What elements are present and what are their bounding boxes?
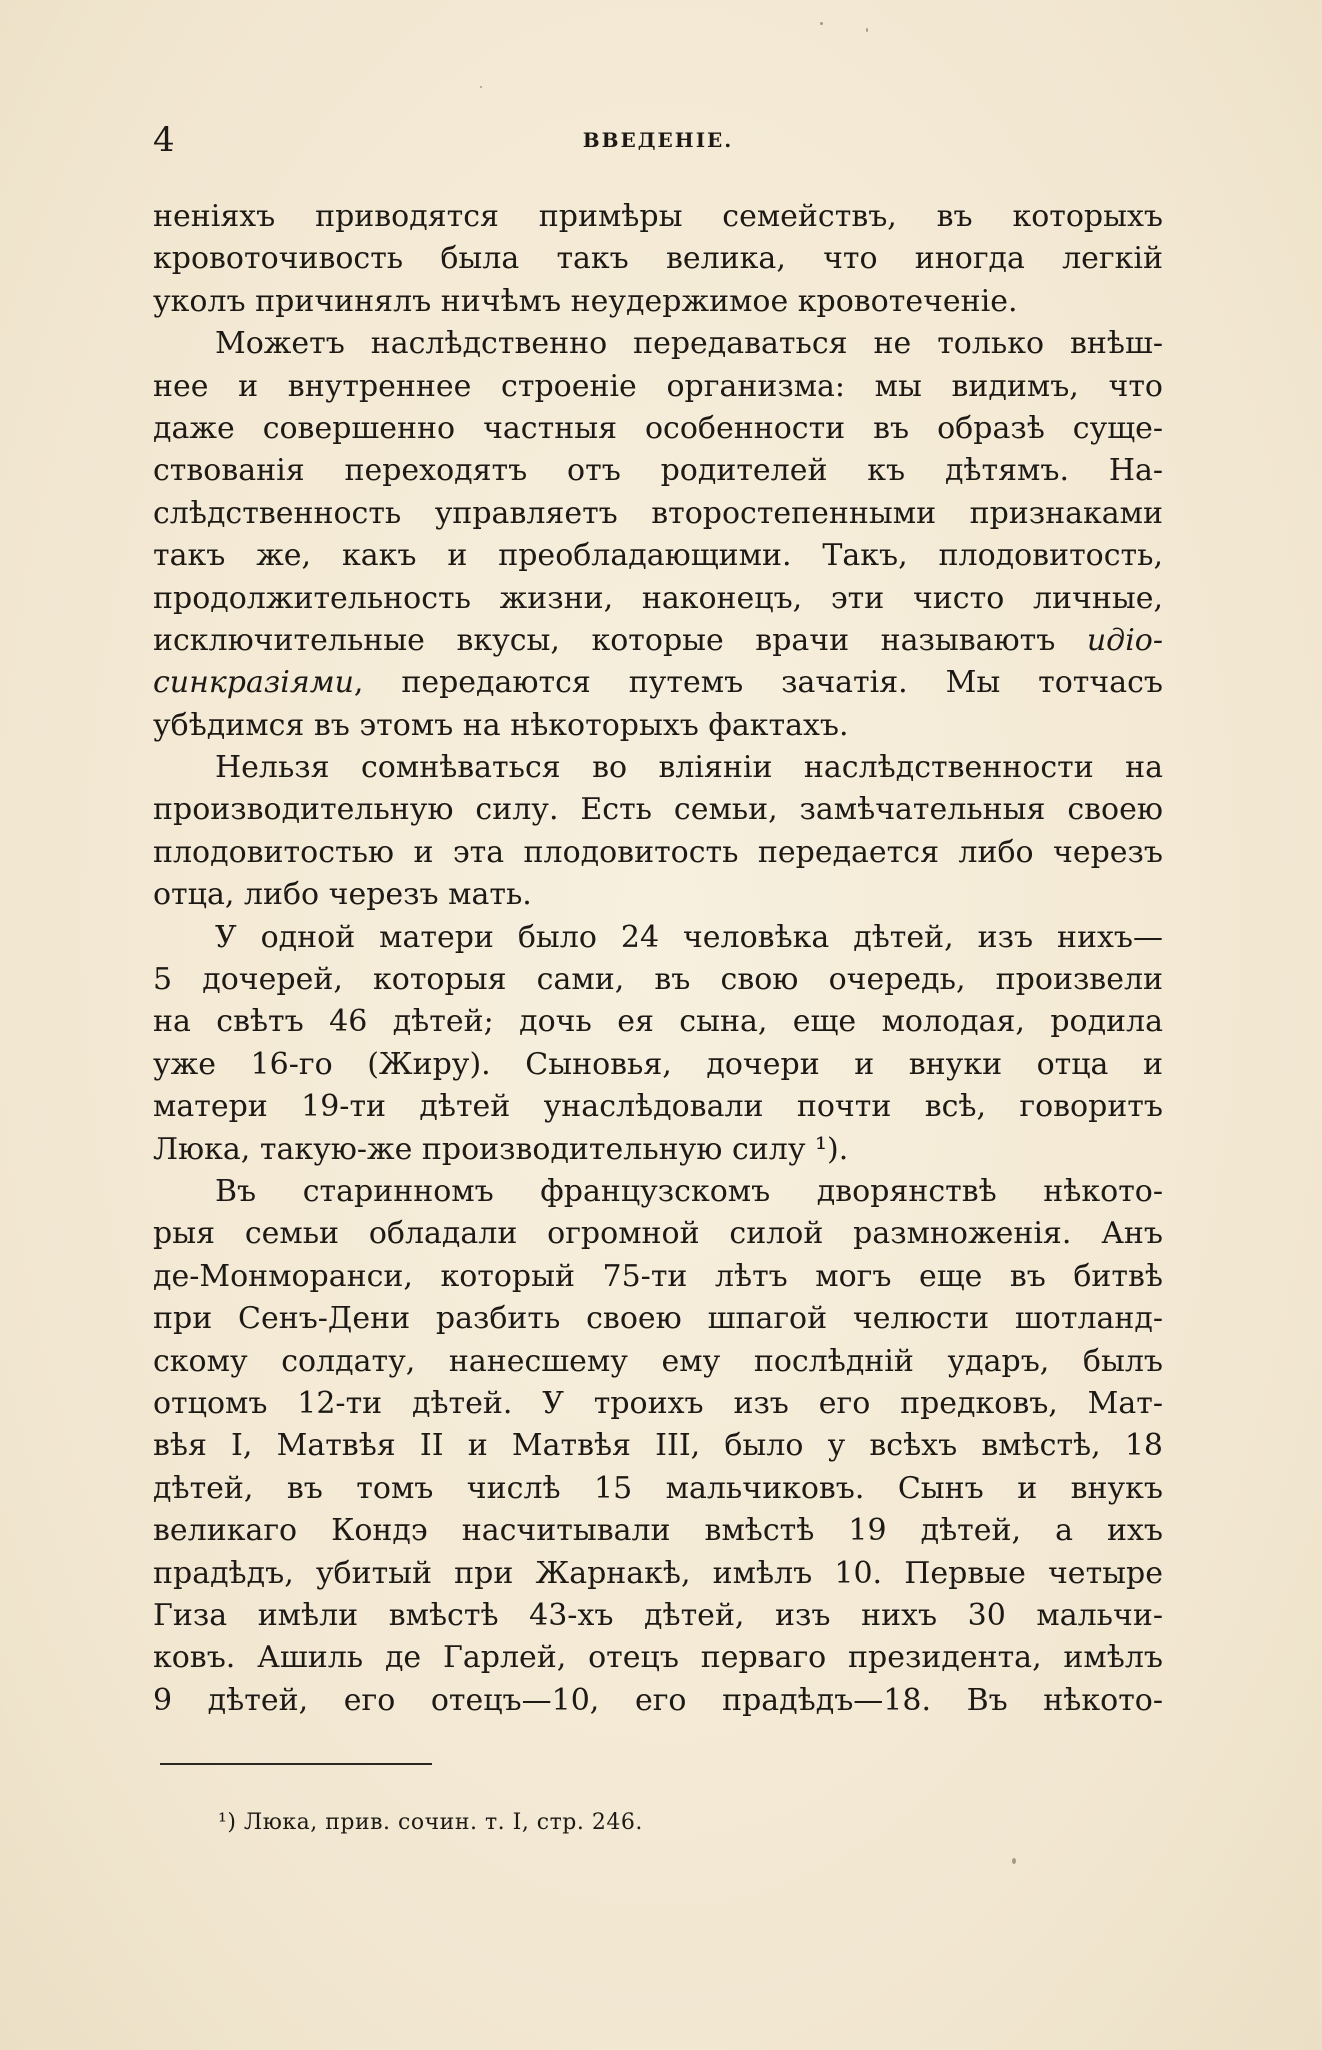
text-line: [153, 1553, 1163, 1595]
line-text: на свѣтъ 46 дѣтей; дочь ея сына, еще молодая, родила: [153, 1004, 1163, 1040]
body-text: [153, 196, 1163, 1722]
line-text: прадѣдъ, убитый при Жарнакѣ, имѣлъ 10. Первые четыре: [153, 1555, 1163, 1591]
line-text: отца, либо черезъ мать.: [153, 877, 532, 913]
text-line: [153, 450, 1163, 492]
text-line: [153, 1468, 1163, 1510]
text-line: [153, 662, 1163, 704]
text-line: [153, 1680, 1163, 1722]
line-text: неніяхъ приводятся примѣры семействъ, въ которыхъ: [153, 199, 1163, 234]
text-line: [153, 1001, 1163, 1043]
line-text: 5 дочерей, которыя сами, въ свою очередь, произвели: [153, 962, 1163, 998]
text-line: [153, 535, 1163, 577]
line-text: Въ старинномъ французскомъ дворянствѣ нѣкото-: [215, 1173, 1163, 1209]
line-text: убѣдимся въ этомъ на нѣкоторыхъ фактахъ.: [153, 707, 849, 743]
text-line: [153, 1383, 1163, 1425]
footnote-rule: [160, 1763, 432, 1765]
line-text: Люка, такую-же производительную силу ¹).: [153, 1131, 849, 1167]
text-line: [153, 874, 1163, 916]
text-line: [153, 705, 1163, 747]
line-text: плодовитостью и эта плодовитость передается либо черезъ: [153, 834, 1163, 870]
text-line: [153, 1171, 1163, 1213]
text-line: [153, 832, 1163, 874]
line-text: уколъ причинялъ ничѣмъ неудержимое кровотеченіе.: [153, 283, 1018, 319]
line-text: такъ же, какъ и преобладающими. Такъ, плодовитость,: [153, 538, 1163, 574]
italic-term: идіо-: [1086, 622, 1163, 658]
text-line: [153, 238, 1163, 280]
line-text: отцомъ 12-ти дѣтей. У троихъ изъ его предковъ, Мат-: [153, 1385, 1163, 1421]
line-text: рыя семьи обладали огромной силой размноженія. Анъ: [153, 1216, 1163, 1252]
line-text: исключительные вкусы, которые врачи называютъ: [153, 622, 1087, 658]
line-text: Гиза имѣли вмѣстѣ 43-хъ дѣтей, изъ нихъ 30 мальчи-: [153, 1597, 1163, 1633]
text-line: [153, 917, 1163, 959]
text-line: [153, 408, 1163, 450]
line-text: 9 дѣтей, его отецъ—10, его прадѣдъ—18. Въ нѣкото-: [153, 1682, 1163, 1718]
paper-speck: [866, 28, 868, 32]
line-text: великаго Кондэ насчитывали вмѣстѣ 19 дѣтей, а ихъ: [153, 1513, 1163, 1549]
text-line: [153, 1341, 1163, 1383]
text-line: [153, 959, 1163, 1001]
line-text: даже совершенно частныя особенности въ образѣ суще-: [153, 410, 1163, 446]
line-text: , передаются путемъ зачатія. Мы тотчасъ: [353, 665, 1163, 701]
italic-term: синкразіями: [153, 665, 354, 701]
text-line: [153, 1298, 1163, 1340]
line-text: при Сенъ-Дени разбить своею шпагой челюсти шотланд-: [153, 1301, 1163, 1337]
line-text: Нельзя сомнѣваться во вліяніи наслѣдственности на: [215, 750, 1163, 786]
paper-speck: [1012, 1858, 1016, 1864]
line-text: скому солдату, нанесшему ему послѣдній ударъ, былъ: [153, 1343, 1163, 1379]
line-text: продолжительность жизни, наконецъ, эти чисто личные,: [153, 580, 1163, 616]
text-line: [153, 578, 1163, 620]
line-text: слѣдственность управляетъ второстепенными признаками: [153, 495, 1163, 531]
text-line: [153, 281, 1163, 323]
text-line: [153, 1086, 1163, 1128]
text-line: [153, 1510, 1163, 1552]
paper-speck: [820, 22, 823, 25]
text-line: [153, 366, 1163, 408]
text-line: [153, 1425, 1163, 1467]
page-number: 4: [153, 120, 175, 160]
footnote: ¹) Люка, прив. сочин. т. I, стр. 246.: [218, 1810, 643, 1835]
text-line: [153, 789, 1163, 831]
line-text: производительную силу. Есть семьи, замѣчательныя своею: [153, 792, 1163, 828]
paper-speck: [480, 86, 482, 88]
line-text: ствованія переходятъ отъ родителей къ дѣтямъ. На-: [153, 453, 1163, 489]
text-line: [153, 1129, 1163, 1171]
line-text: нее и внутреннее строеніе организма: мы видимъ, что: [153, 368, 1163, 404]
text-line: [153, 323, 1163, 365]
line-text: кровоточивость была такъ велика, что иногда легкій: [153, 241, 1163, 277]
text-line: [153, 620, 1163, 662]
line-text: матери 19-ти дѣтей унаслѣдовали почти всѣ, говоритъ: [153, 1089, 1163, 1125]
line-text: Можетъ наслѣдственно передаваться не только внѣш-: [215, 326, 1163, 362]
line-text: дѣтей, въ томъ числѣ 15 мальчиковъ. Сынъ и внукъ: [153, 1470, 1163, 1506]
text-line: [153, 1595, 1163, 1637]
line-text: ковъ. Ашиль де Гарлей, отецъ перваго президента, имѣлъ: [153, 1640, 1163, 1676]
page-header: [153, 120, 1163, 160]
line-text: вѣя I, Матвѣя II и Матвѣя III, было у всѣхъ вмѣстѣ, 18: [153, 1428, 1163, 1464]
text-line: [153, 1637, 1163, 1679]
text-line: [153, 747, 1163, 789]
line-text: уже 16-го (Жиру). Сыновья, дочери и внуки отца и: [153, 1046, 1163, 1082]
text-line: [153, 1044, 1163, 1086]
text-line: [153, 1256, 1163, 1298]
line-text: У одной матери было 24 человѣка дѣтей, изъ нихъ—: [215, 919, 1163, 955]
text-line: [153, 493, 1163, 535]
text-line: [153, 1213, 1163, 1255]
line-text: де-Монморанси, который 75-ти лѣтъ могъ еще въ битвѣ: [153, 1258, 1163, 1294]
running-title: ВВЕДЕНІЕ.: [582, 128, 734, 152]
text-line: [153, 196, 1163, 238]
